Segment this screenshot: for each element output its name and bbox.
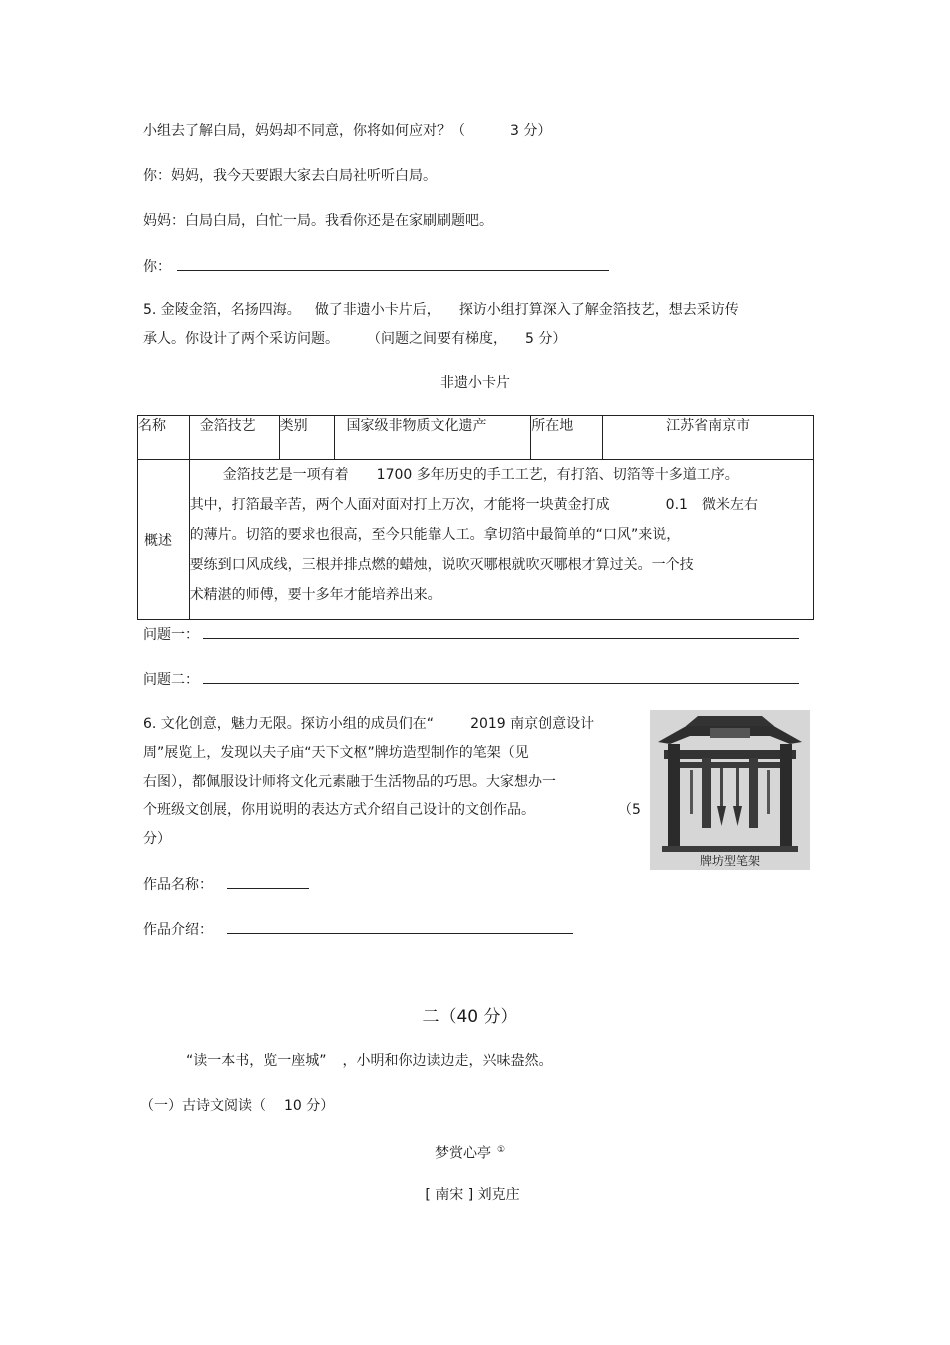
q4-answer-blank[interactable] [177,256,609,271]
poem-title-line [0,1140,940,1164]
cell-location-value: 江苏省南京市 [603,416,814,460]
poem-footnote-mark: ① [496,1145,506,1155]
cell-category-header: 类别 [279,416,334,460]
table-overview-row [138,460,814,620]
q6-work-name-label: 作品名称： [143,877,213,893]
q6-line1-part-b: 2019 南京创意设计 [470,716,595,732]
cell-name-header: 名称 [138,416,190,460]
q4-dialog-you: 你：妈妈，我今天要跟大家去白局社听听白局。 [143,168,437,184]
q6-work-name-blank[interactable] [227,874,309,889]
cell-category-value: 国家级非物质文化遗产 [334,416,531,460]
section2-intro-rest: ，小明和你边读边走，兴味盎然。 [342,1053,553,1069]
q6-line4-a: 个班级文创展，你用说明的表达方式介绍自己设计的文创作品。 [143,802,535,818]
q5-question2-blank[interactable] [203,669,799,684]
poem-title: 梦赏心亭 [434,1145,491,1162]
q5-question1-label: 问题一： [143,627,199,643]
q4-answer-line [143,256,609,277]
q4-line1 [143,121,551,141]
cell-overview-text [189,460,813,620]
q6-line1-part-a: 6. 文化创意，魅力无限。探访小组的成员们在“ [143,716,435,732]
q6-work-intro-label: 作品介绍： [143,922,213,938]
archway-pen-holder-icon [650,710,810,870]
section2-intro-quote: “读一本书，览一座城” [186,1053,327,1069]
q6-line4-b: （5 [618,802,641,818]
q5-line2 [143,329,566,349]
q4-line1-text: 小组去了解白局，妈妈却不同意，你将如何应对？（ [143,123,465,139]
q6-line2: 周”展览上，发现以夫子庙“天下文枢”牌坊造型制作的笔架（见 [143,745,529,761]
q5-question2-label: 问题二： [143,672,199,688]
q6-work-intro-blank[interactable] [227,919,573,934]
q5-line1-part-b: 做了非遗小卡片后， [314,302,441,318]
pen-holder-caption: 牌坊型笔架 [699,854,760,868]
cell-overview-header: 概述 [138,460,190,620]
section2-intro [186,1051,553,1071]
q6-work-intro-line [143,919,573,940]
q5-question1-line [143,624,799,645]
q4-dialog-mom: 妈妈：白局白局，白忙一局。我看你还是在家刷刷题吧。 [143,213,493,229]
q6-line3: 右图），都佩服设计师将文化元素融于生活物品的巧思。大家想办一 [143,774,556,790]
subsection1-heading [140,1096,334,1116]
overview-line-1: 金箔技艺是一项有着 1700 多年历史的手工工艺，有打箔、切箔等十多道工序。 [222,467,739,483]
q4-score: 3 分） [510,123,552,139]
q5-question2-line [143,669,799,690]
table-header-row [138,416,814,460]
pen-holder-image [650,710,810,870]
q5-line1-part-a: 5. 金陵金箔，名扬四海。 [143,302,301,318]
heritage-card-table [137,415,814,620]
q5-line1-part-c: 探访小组打算深入了解金箔技艺，想去采访传 [458,302,739,318]
subsection1-heading-a: （一）古诗文阅读（ [140,1098,266,1114]
overview-line-5: 术精湛的师傅，要十多年才能培养出来。 [189,587,442,603]
overview-line-4: 要练到口风成线，三根并排点燃的蜡烛，说吹灭哪根就吹灭哪根才算过关。一个技 [189,557,694,573]
q5-question1-blank[interactable] [203,624,799,639]
section2-heading: 二（40 分） [422,1007,518,1027]
card-title: 非遗小卡片 [440,375,510,391]
q5-line2-part-a: 承人。你设计了两个采访问题。 [143,331,339,347]
subsection1-heading-b: 10 分） [284,1098,335,1114]
q4-answer-label: 你： [143,259,171,275]
q6-work-name-line [143,874,309,895]
q5-line1 [143,300,739,320]
overview-line-2: 其中，打箔最辛苦，两个人面对面对打上万次，才能将一块黄金打成 0.1 微米左右 [189,497,758,513]
overview-line-3: 的薄片。切箔的要求也很高，至今只能靠人工。拿切箔中最简单的“口风”来说， [189,527,681,543]
q6-line5: 分） [143,831,171,847]
q5-line2-part-c: 5 分） [525,331,567,347]
cell-location-header: 所在地 [531,416,603,460]
q5-line2-part-b: （问题之间要有梯度， [367,331,507,347]
q6-line1 [143,714,594,734]
cell-name-value: 金箔技艺 [189,416,279,460]
poem-author: [ 南宋 ] 刘克庄 [425,1187,520,1203]
